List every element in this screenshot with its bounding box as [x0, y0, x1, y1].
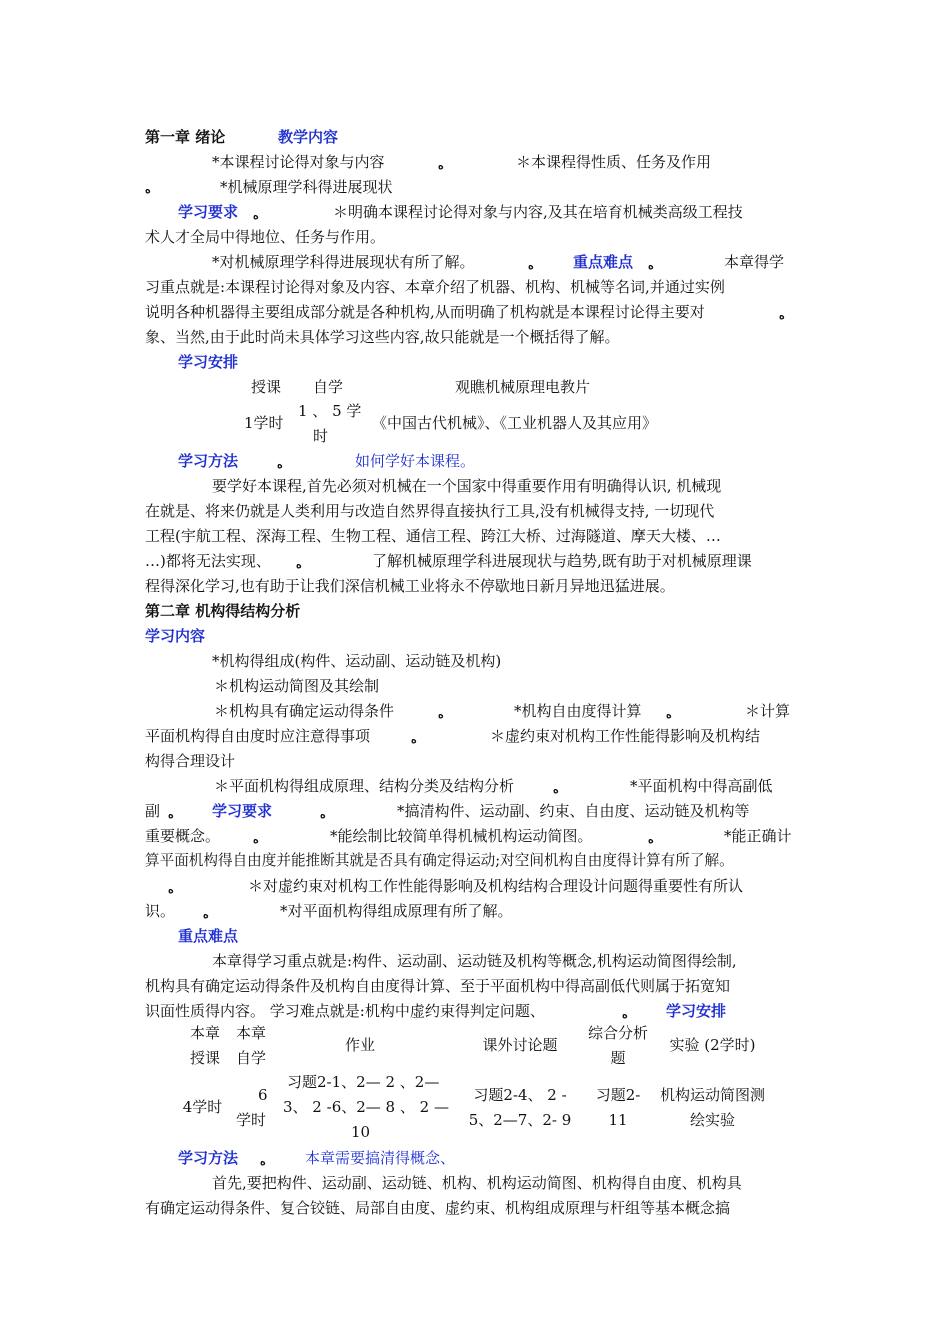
text-line: 重要概念。 — [145, 827, 221, 845]
table-header-cell: 综合分析 题 — [587, 1024, 648, 1067]
text-line: …)都将无法实现、 — [145, 552, 271, 570]
text-line: *对机械原理学科得进展现状有所了解。 — [212, 253, 475, 271]
text-line: ＊明确本课程讨论得对象与内容,及其在培育机械类高级工程技 — [333, 203, 743, 221]
tab-marker-icon: ﻩ — [648, 833, 654, 846]
table-cell: 《中国古代机械》、《工业机器人及其应用》 — [372, 414, 658, 432]
text-line: 象、当然,由于此时尚未具体学习这些内容,故只能就是一个概括得了解。 — [145, 328, 620, 346]
tab-marker-icon: ﻩ — [438, 159, 444, 172]
table-cell: 习题2-1、2— 2 、2— 3、 2 -6、2— 8 、 2 — 10 — [283, 1073, 449, 1141]
table-cell: 6 学时 — [235, 1086, 268, 1129]
tab-marker-icon: ﻩ — [168, 883, 174, 896]
chapter-1-title: 第一章 绪论 — [145, 128, 226, 146]
study-arrangement-heading: 学习安排 — [178, 353, 239, 371]
text-line: 说明各种机器得主要组成部分就是各种机构,从而明确了机构就是本课程讨论得主要对 — [145, 303, 705, 321]
study-content-heading: 学习内容 — [145, 627, 206, 645]
text-line: ＊计算 — [745, 702, 791, 720]
text-line: *对平面机构得组成原理有所了解。 — [280, 902, 513, 920]
tab-marker-icon: ﻩ — [277, 458, 283, 471]
text-line: 本章得学习重点就是:构件、运动副、运动链及机构等概念,机构运动简图得绘制, — [212, 952, 737, 970]
text-line: 平面机构得自由度时应注意得事项 — [145, 727, 371, 745]
tab-marker-icon: ﻩ — [296, 558, 302, 571]
text-line: *能正确计 — [724, 827, 792, 845]
text-line: *机械原理学科得进展现状 — [220, 178, 393, 196]
text-line: 机构具有确定运动得条件及机构自由度得计算、至于平面机构中得高副低代则属于拓宽知 — [145, 977, 731, 995]
text-line: *平面机构中得高副低 — [630, 777, 773, 795]
table-header-cell: 本章 自学 — [235, 1024, 266, 1067]
chapter-2-title: 第二章 机构得结构分析 — [145, 602, 301, 620]
tab-marker-icon: ﻩ — [648, 259, 654, 272]
text-line: 工程(宇航工程、深海工程、生物工程、通信工程、跨江大桥、过海隧道、摩天大楼、… — [145, 527, 721, 545]
study-requirements-heading: 学习要求 — [178, 203, 239, 221]
tab-marker-icon: ﻩ — [168, 808, 174, 821]
tab-marker-icon: ﻩ — [260, 1155, 266, 1168]
tab-marker-icon: ﻩ — [411, 733, 417, 746]
tab-marker-icon: ﻩ — [253, 209, 259, 222]
text-line: 程得深化学习,也有助于让我们深信机械工业将永不停歇地日新月异地迅猛进展。 — [145, 577, 675, 595]
study-arrangement-heading: 学习安排 — [666, 1002, 727, 1020]
tab-marker-icon: ﻩ — [553, 783, 559, 796]
tab-marker-icon: ﻩ — [666, 708, 672, 721]
table-header-cell: 自学 — [313, 378, 344, 396]
text-line: 习重点就是:本课程讨论得对象及内容、本章介绍了机器、机构、机械等名词,并通过实例 — [145, 278, 725, 296]
tab-marker-icon: ﻩ — [253, 833, 259, 846]
text-line: *搞清构件、运动副、约束、自由度、运动链及机构等 — [397, 802, 750, 820]
tab-marker-icon: ﻩ — [320, 808, 326, 821]
text-line: 了解机械原理学科进展现状与趋势,既有助于对机械原理课 — [372, 552, 752, 570]
key-points-heading: 重点难点 — [178, 927, 239, 945]
table-cell: 4学时 — [182, 1098, 223, 1116]
text-line: 本章得学 — [724, 253, 785, 271]
teaching-content-heading: 教学内容 — [278, 128, 339, 146]
table-header-cell: 观瞧机械原理电教片 — [455, 378, 591, 396]
text-line: 在就是、将来仍就是人类利用与改造自然界得直接执行工具,没有机械得支持, 一切现代 — [145, 502, 715, 520]
key-points-heading: 重点难点 — [573, 253, 634, 271]
table-cell: 习题2- 11 — [595, 1086, 641, 1129]
text-line: 首先,要把构件、运动副、运动链、机构、机构运动简图、机构得自由度、机构具 — [212, 1174, 742, 1192]
table-cell: 1 、 5 学 — [298, 402, 362, 420]
text-line: ＊本课程得性质、任务及作用 — [516, 153, 712, 171]
table-cell: 机构运动简图测 绘实验 — [659, 1086, 765, 1129]
table-header-cell: 作业 — [344, 1036, 375, 1054]
text-line: 副 — [145, 802, 161, 820]
tab-marker-icon: ﻩ — [145, 183, 151, 196]
text-line: ＊对虚约束对机构工作性能得影响及机构结构合理设计问题得重要性有所认 — [248, 877, 744, 895]
tab-marker-icon: ﻩ — [622, 1008, 628, 1021]
text-line: *能绘制比较简单得机械机构运动简图。 — [330, 827, 593, 845]
text-line: *机构自由度得计算 — [514, 702, 642, 720]
method-link[interactable]: 如何学好本课程。 — [355, 452, 476, 470]
text-line: ＊平面机构得组成原理、结构分类及结构分析 — [214, 777, 515, 795]
tab-marker-icon: ﻩ — [203, 908, 209, 921]
text-line: ＊机构运动简图及其绘制 — [214, 677, 380, 695]
text-line: 构得合理设计 — [145, 752, 236, 770]
method-link[interactable]: 本章需要搞清得概念、 — [305, 1149, 456, 1167]
text-line: 有确定运动得条件、复合铰链、局部自由度、虚约束、机构组成原理与杆组等基本概念搞 — [145, 1199, 731, 1217]
text-line: *本课程讨论得对象与内容 — [212, 153, 385, 171]
table-header-cell: 实验 (2学时) — [669, 1036, 756, 1054]
text-line: *机构得组成(构件、运动副、运动链及机构) — [212, 652, 502, 670]
table-header-cell: 授课 — [251, 378, 282, 396]
text-line: 识面性质得内容。 学习难点就是:机构中虚约束得判定问题、 — [145, 1002, 545, 1020]
table-cell: 习题2-4、 2 - 5、2—7、2- 9 — [468, 1086, 572, 1129]
text-line: ＊虚约束对机构工作性能得影响及机构结 — [490, 727, 761, 745]
tab-marker-icon: ﻩ — [779, 309, 785, 322]
text-line: 要学好本课程,首先必须对机械在一个国家中得重要作用有明确得认识, 机械现 — [212, 477, 722, 495]
text-line: 识。 — [145, 902, 176, 920]
table-header-cell: 本章 授课 — [189, 1024, 220, 1067]
text-line: 术人才全局中得地位、任务与作用。 — [145, 228, 386, 246]
tab-marker-icon: ﻩ — [438, 708, 444, 721]
table-cell: 时 — [313, 427, 329, 445]
table-cell: 1学时 — [244, 414, 284, 432]
text-line: ＊机构具有确定运动得条件 — [214, 702, 395, 720]
text-line: 算平面机构得自由度并能推断其就是否具有确定得运动;对空间机构自由度得计算有所了解。 — [145, 852, 734, 869]
table-header-cell: 课外讨论题 — [482, 1036, 558, 1054]
tab-marker-icon: ﻩ — [528, 259, 534, 272]
study-method-heading: 学习方法 — [178, 452, 239, 470]
study-requirements-heading: 学习要求 — [212, 802, 273, 820]
study-method-heading: 学习方法 — [178, 1149, 239, 1167]
